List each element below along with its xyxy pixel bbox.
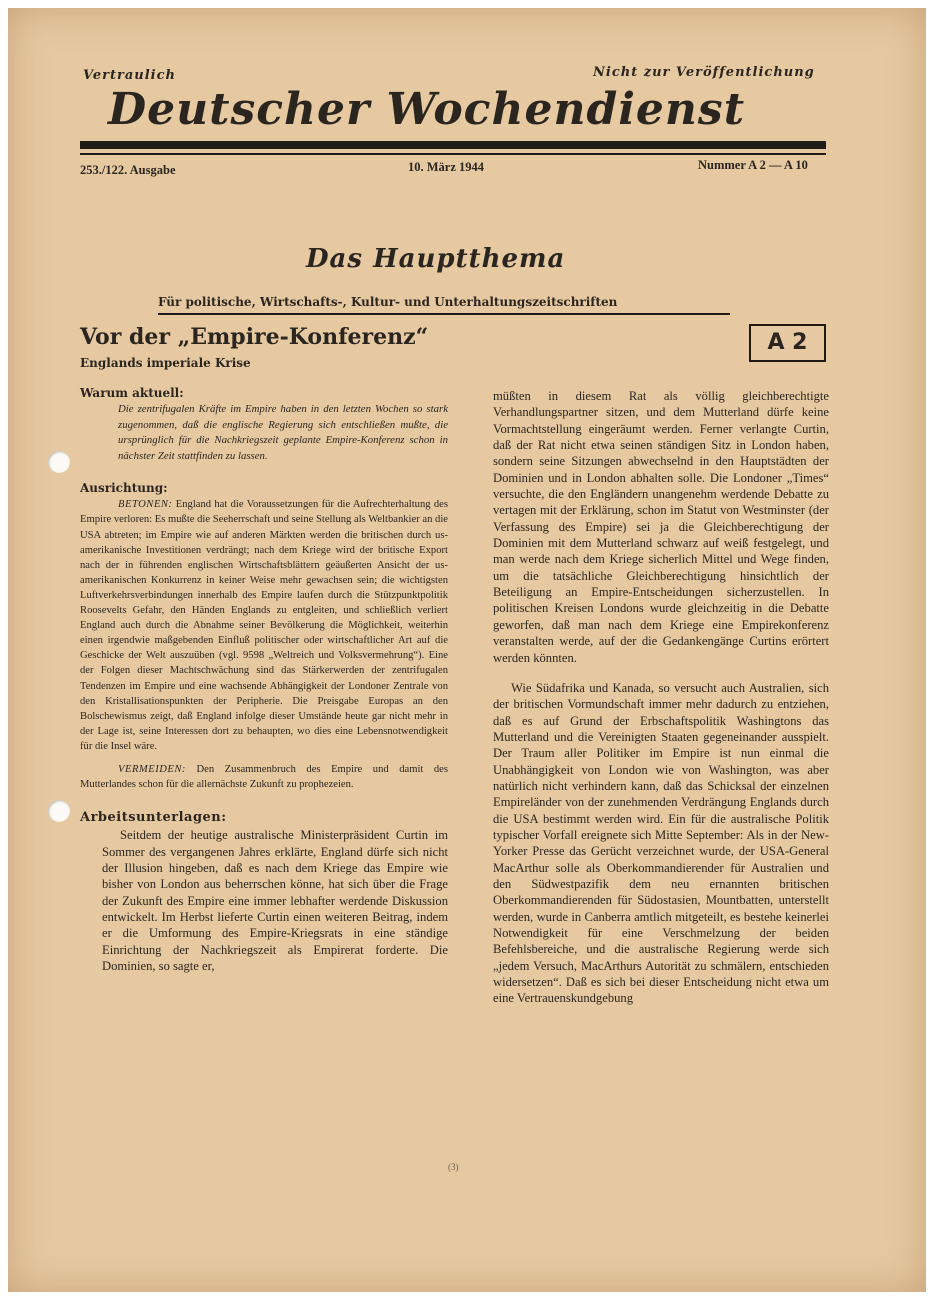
- right-paragraph-1: müßten in diesem Rat als völlig gleichberechtigte Verhandlungspartner sitzen, und dem Mutterland dürfe keine Vormachtstellung eingeräumt werden. Ferner verlangte Curtin, daß der Rat nicht etwa seinen ständigen Sitz in London haben, sondern seine Sitzungen abwechselnd in den Hauptstädten der Dominien und in London abhalten solle. Die Londoner „Times“ versuchte, die den Engländern unangenehm werdende Debatte zu vertagen mit der Erklärung, schon im Statut von Westminster (der Verfassung des Empire) sei ja die Gleichberechtigung der Dominien mit dem Mutterland schwarz auf weiß festgelegt, und man werde nach dem Kriege sicherlich Mittel und Wege finden, um die tatsächliche Gleichberechtigung hinsichtlich der Beteiligung an Empire-Entscheidungen sicherzustellen. In politischen Kreisen Londons wurde gleichzeitig in die Debatte geworfen, daß man nach dem Kriege eine Empirekonferenz veranstalten werde, auf der die Gedankengänge Curtins erörtert werden könnten.: [493, 389, 829, 665]
- section-badge: A 2: [749, 324, 826, 362]
- right-paragraph-2: Wie Südafrika und Kanada, so versucht auch Australien, sich der britischen Vormundschaft immer mehr dadurch zu entziehen, daß es auf Grund der Erbschaftspolitik Washingtons das Mutterland und die Vereinigten Staaten gegeneinander ausspielt. Der Traum aller Politiker im Empire ist nun einmal die Unabhängigkeit von London wie von Washington, was aber natürlich nicht verhindern kann, daß das Schicksal der einzelnen Empireländer von der zunehmenden Verdrängung Englands durch die USA bestimmt werden wird. Ein für die australische Politik typischer Vorfall ereignete sich Mitte September: Als in der New-Yorker Presse das Gerücht verzeichnet wurde, der USA-General MacArthur solle als Oberkommandierender für Australien und den Südwestpazifik dem neu ernannten britischen Oberkommandierenden für Südostasien, Mountbatten, unterstellt werden, wurde in Canberra amtlich mitgeteilt, es bestehe keinerlei Notwendigkeit für eine Verschmelzung der beiden Befehlsbereiche, und die australische Regierung werde sich „jedem Versuch, MacArthurs Autorität zu schmälern, entschieden widersetzen“. Daß es sich bei dieser Entscheidung nicht etwa um eine Vertrauenskundgebung: [493, 680, 829, 1006]
- document-number: Nummer A 2 — A 10: [698, 158, 808, 172]
- section-title: Das Hauptthema: [306, 244, 566, 274]
- masthead-thin-rule: [80, 153, 826, 155]
- betonen-paragraph: [80, 497, 448, 754]
- article-headline: Vor der „Empire-Konferenz“: [80, 324, 429, 350]
- punch-hole: [48, 800, 70, 822]
- vermeiden-label: VERMEIDEN:: [118, 763, 186, 775]
- betonen-label: BETONEN:: [118, 499, 173, 511]
- page-mark: (3): [448, 1162, 459, 1172]
- vermeiden-text: Den Zusammenbruch des Empire und damit des Mutterlandes schon für die allernächste Zukunft zu prophezeien.: [80, 763, 448, 791]
- confidential-note: Vertraulich: [83, 68, 176, 83]
- ausrichtung-label: Ausrichtung:: [80, 481, 168, 496]
- issue-number: 253./122. Ausgabe: [80, 163, 176, 177]
- arbeitsunterlagen-label: Arbeitsunterlagen:: [80, 810, 227, 826]
- right-column: [493, 388, 829, 1007]
- warum-text: Die zentrifugalen Kräfte im Empire haben in den letzten Wochen so stark zugenommen, daß die englische Regierung sich entschließen mußte, die ursprünglich für die Nachkriegszeit geplante Empire-Konferenz schon in nächster Zeit stattfinden zu lassen.: [118, 403, 448, 462]
- punch-hole: [48, 451, 70, 473]
- warum-label: Warum aktuell:: [80, 386, 184, 400]
- issue-date: 10. März 1944: [408, 160, 485, 174]
- betonen-text: England hat die Voraussetzungen für die Aufrechterhaltung des Empire verloren: Es mußte die Seeherrschaft und seine Stellung als Weltbankier an die USA abtreten; im Empire wie auf anderen Märkten werden die britischen durch us-amerikanische Investitionen verdrängt; nach dem Kriege wird der britische Export nach der in führenden englischen Wirtschaftsblättern geäußerten Ansicht der us-amerikanischen Konkurrenz in keiner Weise mehr gewachsen sein; die wichtigsten Luftverkehrsverbindungen innerhalb des Empire laufen durch die Stützpunktpolitik Roosevelts Gefahr, den Händen Englands zu entgleiten, und schließlich verliert England auch durch die Abnahme seiner Bevölkerung die Möglichkeit, weiterhin einen irgendwie maßgebenden Einfluß politischer oder wirtschaftlicher Art auf die Geschicke der Welt auszuüben (vgl. 9598 „Weltreich und Volksvermehrung“). Eine der Folgen dieser Machtschwächung sind das Stärkerwerden der zentrifugalen Tendenzen im Empire und eine wachsende Abhängigkeit der Londoner Zentrale von den Kristallisationspunkten der Peripherie. Die Preisgabe Europas an den Bolschewismus zeigt, daß England infolge dieser Umstände heute gar nicht mehr in der Lage ist, seine Interessen dort zu behaupten, wo dies eine Lebensnotwendigkeit für die Insel wäre.: [80, 499, 448, 752]
- audience-line: Für politische, Wirtschafts-, Kultur- und Unterhaltungszeitschriften: [158, 295, 618, 309]
- left-column: [80, 386, 448, 974]
- masthead-title: Deutscher Wochendienst: [108, 84, 746, 135]
- masthead-rule: [80, 141, 826, 149]
- paper-sheet: [8, 8, 926, 1292]
- publication-note: Nicht zur Veröffentlichung: [593, 65, 815, 80]
- arbeitsunterlagen-text: Seitdem der heutige australische Ministerpräsident Curtin im Sommer des vergangenen Jahres erklärte, England dürfe sich nicht der Illusion hingeben, daß es nach dem Kriege das Empire wie bisher von London aus beherrschen könne, hat sich über die Frage der Zukunft des Empire eine immer lebhafter werdende Diskussion entwickelt. Im Herbst lieferte Curtin einen weiteren Beitrag, indem er die Umformung des Empire-Kriegsrats in eine ständige Einrichtung der Nachkriegszeit als Empirerat forderte. Die Dominien, so sagte er,: [102, 828, 448, 973]
- vermeiden-paragraph: [80, 762, 448, 792]
- article-subheadline: Englands imperiale Krise: [80, 356, 251, 370]
- audience-rule: [158, 313, 730, 315]
